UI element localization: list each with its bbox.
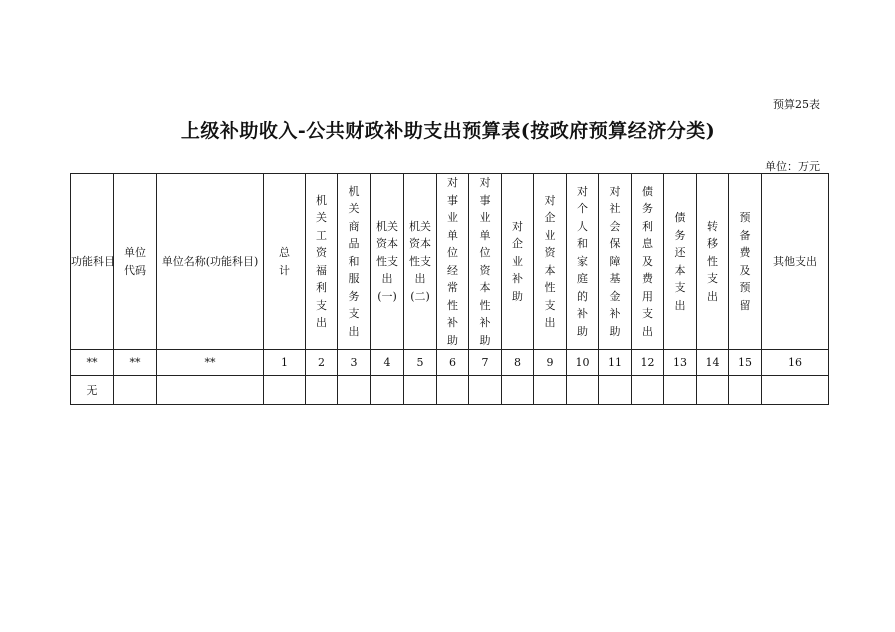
data-cell bbox=[437, 376, 469, 405]
header-label: 机关资本性支出(一) bbox=[376, 219, 398, 303]
data-cell bbox=[338, 376, 371, 405]
data-cell bbox=[697, 376, 729, 405]
data-cell bbox=[264, 376, 306, 405]
index-cell: 14 bbox=[697, 350, 729, 376]
data-cell bbox=[469, 376, 502, 405]
header-label: 对个人和家庭的补助 bbox=[577, 184, 588, 338]
index-cell: 10 bbox=[567, 350, 599, 376]
header-label: 转移性支出 bbox=[707, 219, 718, 303]
header-label: 机关商品和服务支出 bbox=[348, 184, 360, 338]
page-title: 上级补助收入-公共财政补助支出预算表(按政府预算经济分类) bbox=[180, 120, 716, 142]
header-cell-capital-1 bbox=[371, 174, 404, 350]
header-label: 总计 bbox=[279, 246, 290, 277]
header-cell-reserve bbox=[729, 174, 762, 350]
data-cell bbox=[306, 376, 338, 405]
header-cell-institution-recurring bbox=[437, 174, 469, 350]
header-label: 债务还本支出 bbox=[674, 211, 686, 312]
data-cell bbox=[157, 376, 264, 405]
header-cell-enterprise-capital bbox=[534, 174, 567, 350]
index-cell: 7 bbox=[469, 350, 502, 376]
data-cell bbox=[534, 376, 567, 405]
index-cell: ** bbox=[71, 350, 114, 376]
header-row bbox=[71, 174, 829, 350]
table-row bbox=[71, 376, 829, 405]
data-cell bbox=[567, 376, 599, 405]
index-row bbox=[71, 350, 829, 376]
index-cell: 12 bbox=[632, 350, 664, 376]
header-cell-salary-welfare bbox=[306, 174, 338, 350]
index-cell: 15 bbox=[729, 350, 762, 376]
header-cell-total bbox=[264, 174, 306, 350]
index-cell: 6 bbox=[437, 350, 469, 376]
header-cell-enterprise-subsidy bbox=[502, 174, 534, 350]
index-cell: 3 bbox=[338, 350, 371, 376]
header-label: 对企业补助 bbox=[512, 219, 523, 303]
data-cell bbox=[664, 376, 697, 405]
header-cell-transfer bbox=[697, 174, 729, 350]
index-cell: 5 bbox=[404, 350, 437, 376]
index-cell: 8 bbox=[502, 350, 534, 376]
index-cell: 1 bbox=[264, 350, 306, 376]
header-cell-functional-subject bbox=[71, 174, 114, 350]
index-cell: 13 bbox=[664, 350, 697, 376]
data-cell bbox=[371, 376, 404, 405]
index-cell: 2 bbox=[306, 350, 338, 376]
index-cell: 9 bbox=[534, 350, 567, 376]
header-label: 对事业单位经常性补助 bbox=[447, 176, 458, 347]
data-cell: 无 bbox=[71, 376, 114, 405]
header-cell-capital-2 bbox=[404, 174, 437, 350]
header-cell-goods-services bbox=[338, 174, 371, 350]
header-label: 单位代码 bbox=[124, 246, 146, 277]
data-cell bbox=[729, 376, 762, 405]
header-label: 功能科目 bbox=[71, 254, 115, 268]
unit-label: 单位：万元 bbox=[765, 160, 820, 173]
header-label: 对企业资本性支出 bbox=[544, 193, 556, 329]
table-number: 预算25表 bbox=[773, 98, 820, 111]
budget-table bbox=[70, 173, 829, 405]
header-cell-debt-principal bbox=[664, 174, 697, 350]
header-cell-other bbox=[762, 174, 829, 350]
header-cell-household-subsidy bbox=[567, 174, 599, 350]
header-label: 债务利息及费用支出 bbox=[642, 184, 653, 338]
header-label: 机关工资福利支出 bbox=[316, 193, 327, 329]
header-label: 对社会保障基金补助 bbox=[609, 184, 621, 338]
data-cell bbox=[632, 376, 664, 405]
header-cell-unit-name bbox=[157, 174, 264, 350]
index-cell: ** bbox=[157, 350, 264, 376]
header-cell-social-security bbox=[599, 174, 632, 350]
data-cell bbox=[502, 376, 534, 405]
header-cell-institution-capital bbox=[469, 174, 502, 350]
index-cell: 11 bbox=[599, 350, 632, 376]
header-label: 其他支出 bbox=[773, 255, 817, 268]
index-cell: ** bbox=[114, 350, 157, 376]
header-cell-debt-interest bbox=[632, 174, 664, 350]
data-cell bbox=[404, 376, 437, 405]
header-label: 单位名称(功能科目) bbox=[161, 255, 259, 268]
data-cell bbox=[114, 376, 157, 405]
index-cell: 16 bbox=[762, 350, 829, 376]
index-cell: 4 bbox=[371, 350, 404, 376]
data-cell bbox=[762, 376, 829, 405]
data-cell bbox=[599, 376, 632, 405]
header-label: 机关资本性支出(二) bbox=[409, 219, 431, 303]
header-cell-unit-code bbox=[114, 174, 157, 350]
header-label: 对事业单位资本性补助 bbox=[479, 176, 491, 347]
header-label: 预备费及预留 bbox=[739, 211, 751, 312]
